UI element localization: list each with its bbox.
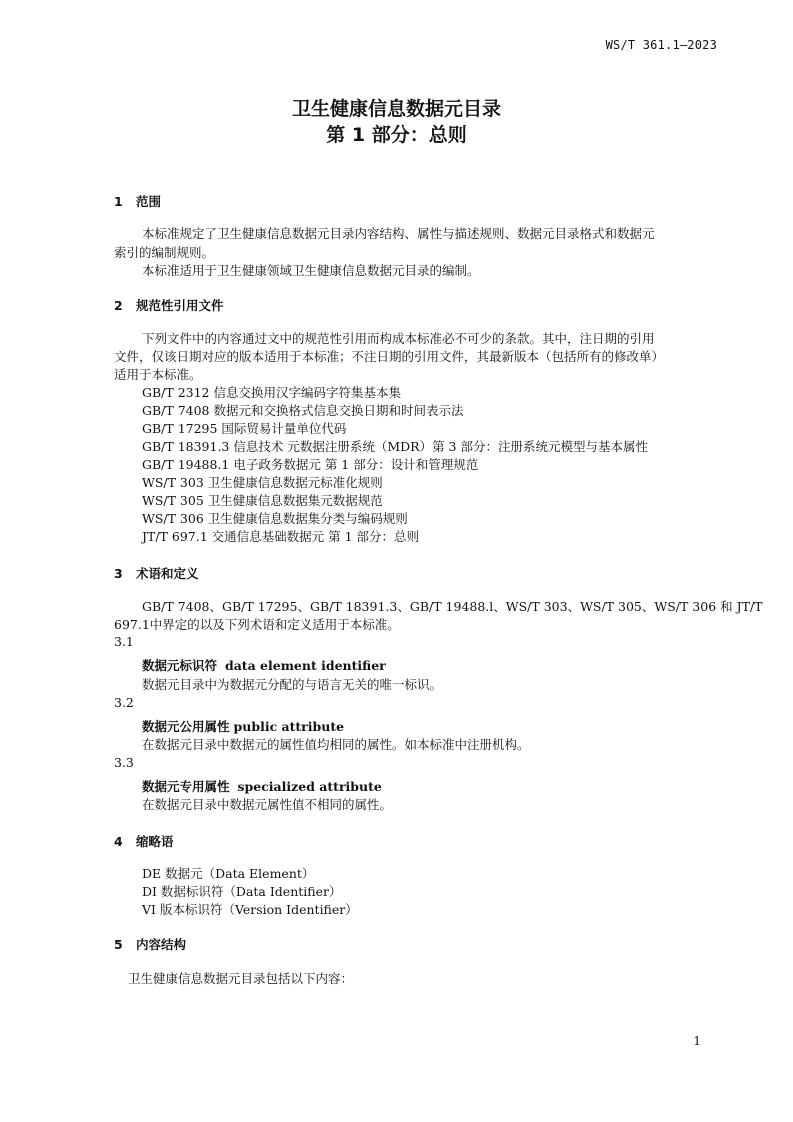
paragraph: 卫生健康信息数据元目录包括以下内容： — [128, 971, 354, 986]
section-number: 4 — [114, 834, 123, 849]
section-number: 3 — [114, 566, 123, 581]
section-title: 术语和定义 — [136, 566, 199, 581]
reference-item: GB/T 7408 数据元和交换格式信息交换日期和时间表示法 — [142, 403, 464, 418]
term-name-en: specialized attribute — [237, 779, 382, 794]
reference-item: GB/T 18391.3 信息技术 元数据注册系统（MDR）第 3 部分：注册系统元模型与基本属性 — [142, 439, 648, 454]
reference-item: WS/T 303 卫生健康信息数据元标准化规则 — [142, 475, 383, 490]
document-subtitle: 第 1 部分：总则 — [326, 124, 467, 146]
reference-item: GB/T 19488.1 电子政务数据元 第 1 部分：设计和管理规范 — [142, 457, 479, 472]
paragraph: 索引的编制规则。 — [114, 245, 215, 260]
section-title: 内容结构 — [136, 937, 187, 952]
reference-item: WS/T 305 卫生健康信息数据集元数据规范 — [142, 493, 383, 508]
reference-item: GB/T 17295 国际贸易计量单位代码 — [142, 421, 347, 436]
term-name-en: data element identifier — [224, 658, 386, 673]
term-number: 3.1 — [114, 634, 134, 649]
term-definition: 数据元目录中为数据元分配的与语言无关的唯一标识。 — [142, 677, 443, 692]
section-number: 2 — [114, 298, 123, 313]
term-definition: 在数据元目录中数据元的属性值均相同的属性。如本标准中注册机构。 — [142, 737, 530, 752]
reference-item: JT/T 697.1 交通信息基础数据元 第 1 部分：总则 — [142, 529, 420, 544]
paragraph: 下列文件中的内容通过文中的规范性引用而构成本标准必不可少的条款。其中，注日期的引用 — [142, 331, 655, 346]
section-heading-2 — [114, 296, 224, 314]
abbreviation-item: DE 数据元（Data Element） — [142, 866, 315, 881]
paragraph: GB/T 7408、GB/T 17295、GB/T 18391.3、GB/T 19488.l、WS/T 303、WS/T 305、WS/T 306 和 JT/T — [142, 599, 763, 614]
term-name-cn: 数据元标识符 — [142, 658, 218, 673]
term-definition: 在数据元目录中数据元属性值不相同的属性。 — [142, 797, 393, 812]
section-title: 范围 — [136, 194, 162, 209]
paragraph: 本标准适用于卫生健康领域卫生健康信息数据元目录的编制。 — [142, 263, 480, 278]
document-title: 卫生健康信息数据元目录 — [291, 98, 501, 120]
abbreviation-item: VI 版本标识符（Version Identifier） — [142, 902, 358, 917]
page-number: 1 — [693, 1034, 701, 1048]
section-title: 缩略语 — [136, 834, 174, 849]
paragraph: 697.1中界定的以及下列术语和定义适用于本标准。 — [114, 617, 400, 632]
section-number: 5 — [114, 937, 123, 952]
term-heading — [142, 778, 382, 795]
paragraph: 本标准规定了卫生健康信息数据元目录内容结构、属性与描述规则、数据元目录格式和数据元 — [142, 226, 655, 241]
section-heading-5 — [114, 935, 186, 953]
section-title: 规范性引用文件 — [136, 298, 224, 313]
term-heading — [142, 657, 386, 674]
reference-item: GB/T 2312 信息交换用汉字编码字符集基本集 — [142, 385, 401, 400]
term-name-cn: 数据元专用属性 — [142, 779, 230, 794]
section-heading-1 — [114, 192, 161, 210]
term-number: 3.2 — [114, 695, 134, 710]
paragraph: 适用于本标准。 — [114, 367, 202, 382]
reference-item: WS/T 306 卫生健康信息数据集分类与编码规则 — [142, 511, 408, 526]
term-heading — [142, 718, 344, 735]
section-number: 1 — [114, 194, 123, 209]
paragraph: 文件，仅该日期对应的版本适用于本标准；不注日期的引用文件，其最新版本（包括所有的修改单） — [114, 349, 665, 364]
section-heading-3 — [114, 564, 199, 582]
term-name-cn: 数据元公用属性 — [142, 719, 230, 734]
abbreviation-item: DI 数据标识符（Data Identifier） — [142, 884, 342, 899]
term-name-en: public attribute — [233, 719, 345, 734]
standard-code: WS/T 361.1—2023 — [605, 38, 717, 52]
term-number: 3.3 — [114, 755, 134, 770]
section-heading-4 — [114, 832, 174, 850]
